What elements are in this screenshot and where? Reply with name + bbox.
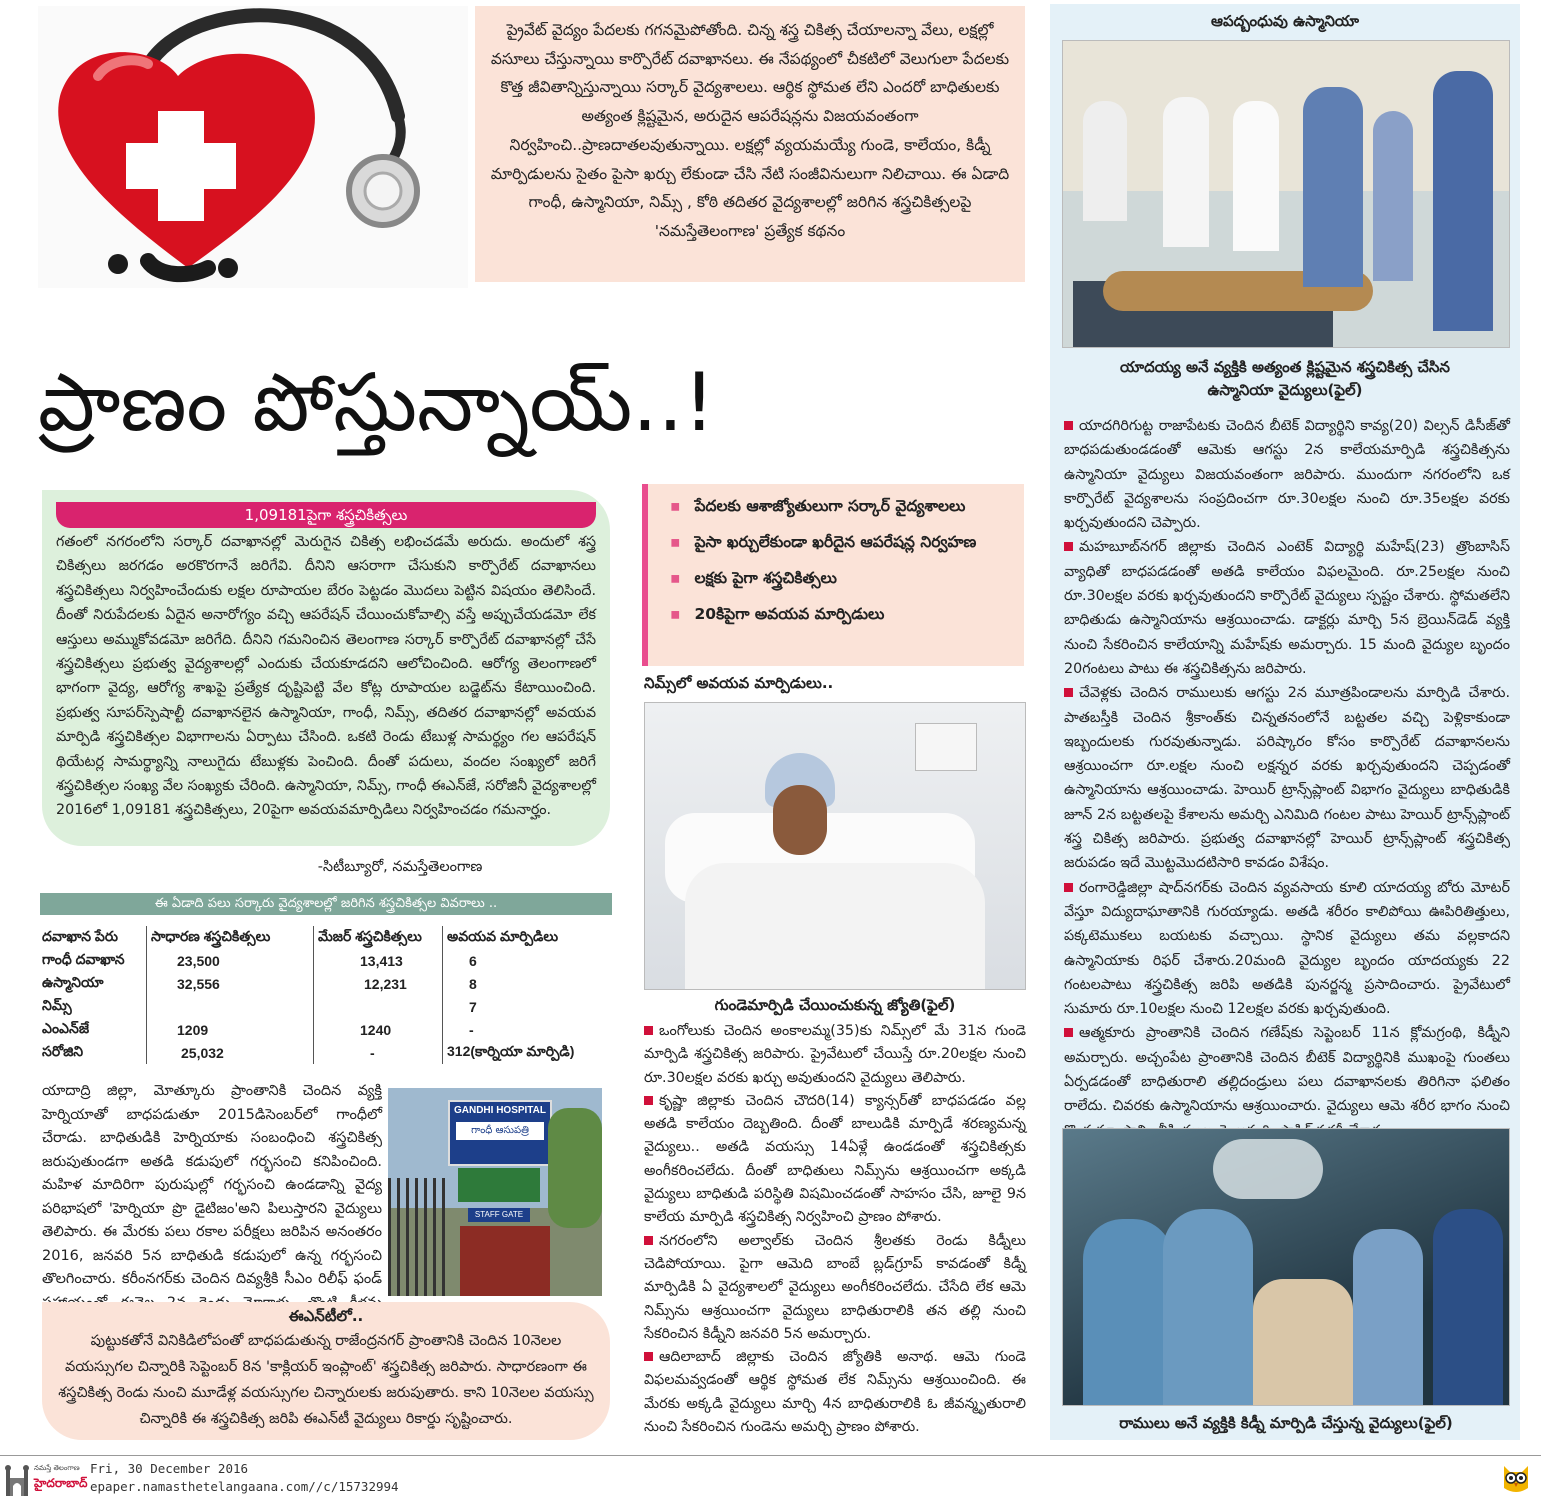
hero-image <box>38 6 468 288</box>
footer-url[interactable]: epaper.namasthetelangaana.com//c/15732994 <box>90 1479 399 1494</box>
gandhi-story <box>42 1080 382 1339</box>
surgery-table-title: ఈ ఏడాది పలు సర్కారు వైద్యశాలల్లో జరిగిన శస్త్రచికిత్సల వివరాలు .. <box>40 893 612 915</box>
osmania-item: చేవెళ్లకు చెందిన రాములుకు ఆగస్టు 2న మూత్రపిండాలను మార్పిడి చేశారు. పాతబస్తీకి చెందిన శ్రీకాంత్‌కు చిన్నతనంలోనే బట్టతల వచ్చి పెళ్లికాకుండా ఇబ్బందులకు గురవుతున్నాడు. పరిష్కారం కోసం కార్పొరేట్ దవాఖానలను ఆశ్రయించగా రూ.లక్షల నుంచి లక్షన్నర వరకు ఖర్చవుతుందని చెప్పడంతో ఉస్మానియాను ఆశ్రయించాడు. హెయిర్ ట్రాన్స్‌ప్లాంట్ విభాగం వైద్యులు బాధితుడికి జూన్ 2న బట్టతలపై కేశాలను అమర్చి ఎనిమిది గంటల పాటు హెయిర్ ట్రాన్స్‌ప్లాంట్ శస్త్ర చికిత్స జరిపారు. ప్రభుత్వ దవాఖానల్లో హెయిర్ ట్రాన్స్‌ప్లాంట్ శస్త్రచికిత్స జరుపడం ఇదే మొట్టమొదటిసారి కావడం విశేషం. <box>1064 685 1510 872</box>
nims-item: ఆదిలాబాద్ జిల్లాకు చెందిన జ్యోతికి అనాథ. ఆమె గుండె విఫలమవ్వడంతో ఆర్థిక స్థోమత లేక నిమ్స్‌ను ఆశ్రయించింది. ఈ మేరకు అక్కడి వైద్యులు మార్చి 4న బాధితురాలికి ఓ జీవన్మృతురాలి నుంచి సేకరించిన గుండెను అమర్చి ప్రాణం పోశారు. <box>644 1349 1026 1436</box>
table-cell: 32,556 <box>147 972 314 995</box>
footer-logo-top: నమస్తే తెలంగాణ <box>34 1464 80 1472</box>
table-cell: 25,032 <box>147 1041 314 1064</box>
osmania-item: మహబూబ్‌నగర్ జిల్లాకు చెందిన ఎంటెక్ విద్యార్థి మహేష్(23) త్రొంబాసిస్ వ్యాధితో బాధపడడంతో అతడి కాలేయం విఫలమైంది. రూ.25లక్షల నుంచి రూ.30లక్షల వరకు ఖర్చవుతుందని కార్పొరేట్ వైద్యులు స్పష్టం చేశారు. స్థోమతలేని బాధితుడు ఉస్మానియాను ఆశ్రయించాడు. డాక్టర్లు మార్చి 5న బ్రెయిన్‌డెడ్ వ్యక్తి నుంచి సేకరించిన కాలేయాన్ని మహేష్‌కు అమర్చారు. 15 మంది వైద్యుల బృందం 20గంటలు పాటు ఈ శస్త్రచికిత్సను జరిపారు. <box>1064 539 1510 677</box>
table-cell: నిమ్స్ <box>42 996 72 1013</box>
stats-body: గతంలో నగరంలోని సర్కార్ దవాఖానల్లో మెరుగైన చికిత్స లభించడమే అరుదు. అందులో శస్త్ర చికిత్సలు జరగడం అరకొరగానే జరిగేవి. దీనిని ఆసరాగా చేసుకుని కార్పొరేట్ దవాఖానలు శస్త్రచికిత్సలు నిర్వహించేందుకు లక్షల రూపాయల బేరం పెట్టడం మొదలు పెట్టిన విషయం తెలిసిందే. దీంతో నిరుపేదలకు ఏదైన అనారోగ్యం వచ్చి ఆపరేషన్ చేయించుకోవాల్సి వస్తే అప్పుచేయడమో లేక ఆస్తులు అమ్ముకోవడమో జరిగేది. దీనిని గమనించిన తెలంగాణ సర్కార్ కార్పొరేట్ దవాఖానల్లో చేసే శస్త్రచికిత్సలు ప్రభుత్వ వైద్యశాలల్లో ఎందుకు చేయకూడదని ఆలోచించింది. ఆరోగ్య తెలంగాణలో భాగంగా వైద్య, ఆరోగ్య శాఖపై ప్రత్యేక దృష్టిపెట్టి వేల కోట్ల రూపాయల బడ్జెట్‌ను కేటాయించింది. ప్రభుత్వ సూపర్‌స్పెషాల్టీ దవాఖానలైన ఉస్మానియా, గాంధీ, నిమ్స్, తదితర దవాఖానల్లో అవయవ మార్పిడి శస్త్రచికిత్సల విభాగాలను ఏర్పాటు చేసింది. ఒకటి రెండు టేబుళ్ల సామర్థ్యం గల ఆపరేషన్ థియేటర్ల సామర్థ్యాన్ని నాలుగైదు టేబుళ్లకు పెంచింది. దీంతో పదులు, వందల సంఖ్యలో జరిగే శస్త్రచికిత్సల సంఖ్య వేల సంఖ్యకు చేరింది. ఉస్మానియా, నిమ్స్, గాంధీ ఈఎన్‌జే, సరోజినీ వైద్యశాలల్లో 2016లో 1,09181 శస్త్రచికిత్సలు, 20పైగా అవయవమార్పిడిలు నిర్వహించడం గమనార్హం. <box>56 534 596 819</box>
nims-item: నగరంలోని అల్వాల్‌కు చెందిన శ్రీలతకు రెండు కిడ్నీలు చెడిపోయాయి. పైగా ఆమెది బాంబే బ్లడ్‌గ్రూప్ కావడంతో కిడ్నీ మార్పిడికి ఏ వైద్యశాలలో వైద్యులు అంగీకరించలేదు. చేసేది లేక ఆమె నిమ్స్‌ను ఆశ్రయించగా వైద్యులు బాధితురాలికి తన తల్లి నుంచి సేకరించిన కిడ్నీని జనవరి 5న అమర్చారు. <box>644 1232 1026 1342</box>
nims-item: కృష్ణా జిల్లాకు చెందిన చౌదరి(14) క్యాన్సర్‌తో బాధపడడం వల్ల అతడి కాలేయం దెబ్బతింది. దీంతో బాలుడికి మార్పిడే శరణ్యమన్న వైద్యులు.. అతడి వయస్సు 14ఏళ్లే ఉండడంతో శస్త్రచికిత్సకు అంగీకరించలేదు. దీంతో బాధితులు నిమ్స్‌ను ఆశ్రయించగా అక్కడి వైద్యులు బాధితుడి పరిస్థితి విషమించడంతో సాహసం చేసి, జూలై 9న కాలేయ మార్పిడి శస్త్రచికిత్స నిర్వహించి ప్రాణం పోశారు. <box>644 1092 1026 1226</box>
osmania-caption: యాదయ్య అనే వ్యక్తికి అత్యంత క్లిష్టమైన శస్త్రచికిత్స చేసిన ఉస్మానియా వైద్యులు(ఫైల్) <box>1120 358 1450 399</box>
table-header-cell: అవయవ మార్పిడిలు <box>443 926 613 949</box>
table-header-row <box>42 926 612 949</box>
surgery-table <box>42 926 612 1064</box>
ent-body: పుట్టుకతోనే వినికిడిలోపంతో బాధపడుతున్న రాజేంద్రనగర్ ప్రాంతానికి చెందిన 10నెలల వయస్సుగల చిన్నారికి సెప్టెంబర్ 8న 'కాక్లియర్ ఇంప్లాంట్' శస్త్రచికిత్స జరిపారు. సాధారణంగా ఈ శస్త్రచికిత్స రెండు నుంచి మూడేళ్ల వయస్సుగల చిన్నారులకు జరుపుతారు. కాని 10నెలల వయస్సు చిన్నారికి ఈ శస్త్రచికిత్స జరిపి ఈఎన్‌టీ వైద్యులు రికార్డు సృష్టించారు. <box>58 1333 594 1427</box>
table-cell: 23,500 <box>147 949 314 972</box>
footer-logo-main: హైదరాబాద్ <box>34 1476 88 1490</box>
footer-divider <box>0 1455 1541 1456</box>
kidney-caption: రాములు అనే వ్యక్తికి కిడ్నీ మార్పిడి చేస్తున్న వైద్యులు(ఫైల్) <box>1119 1414 1453 1432</box>
nims-title: నిమ్స్‌లో అవయవ మార్పిడులు.. <box>644 674 834 692</box>
nims-caption: గుండెమార్పిడి చేయించుకున్న జ్యోతి(ఫైల్) <box>714 996 956 1014</box>
gandhi-sign-telugu: గాంధీ ఆసుపత్రి <box>456 1122 544 1140</box>
nims-item: ఒంగోలుకు చెందిన అంకాలమ్మ(35)కు నిమ్స్‌లో మే 31న గుండె మార్పిడి శస్త్రచికిత్స జరిపారు. ప్రైవేటులో చేయిస్తే రూ.20లక్షల నుంచి రూ.30లక్షల వరకు ఖర్చు అవుతుందని వైద్యులు తెలిపారు. <box>644 1023 1026 1086</box>
intro-box <box>475 6 1025 282</box>
stats-title: 1,09181పైగా శస్త్రచికిత్సలు <box>56 502 596 528</box>
gandhi-sign-top: GANDHI HOSPITAL <box>453 1105 547 1116</box>
table-cell: 7 <box>443 995 613 1018</box>
osmania-photo <box>1062 40 1510 348</box>
highlights-box <box>642 484 1024 666</box>
osmania-items <box>1064 414 1510 1143</box>
table-header-cell: మేజర్ శస్త్రచికిత్సలు <box>314 926 443 949</box>
charminar-icon <box>4 1462 30 1496</box>
footer-date: Fri, 30 December 2016 <box>90 1461 249 1476</box>
highlight-item: ▪ పైసా ఖర్చులేకుండా ఖరీదైన ఆపరేషన్ల నిర్వహణ <box>670 533 977 551</box>
owl-icon <box>1500 1460 1532 1494</box>
table-row <box>42 972 612 995</box>
table-row <box>42 1041 612 1064</box>
table-header-cell: సాధారణ శస్త్రచికిత్సలు <box>147 926 314 949</box>
table-row <box>42 995 612 1018</box>
table-cell: 1240 <box>314 1018 443 1041</box>
table-cell <box>314 995 443 1018</box>
table-row <box>42 949 612 972</box>
stats-box <box>42 490 610 846</box>
table-header-cell: దవాఖాన పేరు <box>42 927 119 944</box>
nims-items <box>644 1020 1026 1439</box>
table-cell: ఎంఎన్‌జే <box>42 1019 90 1036</box>
byline: -సిటీబ్యూరో, నమస్తేతెలంగాణ <box>317 859 483 875</box>
table-row <box>42 1018 612 1041</box>
gandhi-gate-sign: STAFF GATE <box>468 1208 530 1222</box>
headline: ప్రాణం పోస్తున్నాయ్..! <box>38 356 716 449</box>
gandhi-story-text: యాదాద్రి జిల్లా, మోత్కూరు ప్రాంతానికి చెందిన వ్యక్తి హెర్నియాతో బాధపడుతూ 2015డిసెంబర్‌లో గాంధీలో చేరాడు. బాధితుడికి హెర్నియాకు సంబంధించి శస్త్రచికిత్స జరుపుతుండగా అతడి కడుపులో గర్భసంచి కనిపించింది. మహిళ మాదిరిగా పురుషుల్లో గర్భసంచి ఉండడాన్ని వైద్య పరిభాషలో 'హెర్నియా ప్రొ డైటిజం'అని పిలుస్తారని వైద్యులు తెలిపారు. ఈ మేరకు పలు రకాల పరీక్షలు జరిపిన అనంతరం 2016, జనవరి 5న బాధితుడి కడుపులో ఉన్న గర్భసంచి తొలగించారు. కరీంనగర్‌కు చెందిన దివ్యశ్రీకి సీఎం రిలీఫ్ ఫండ్ <box>42 1083 382 1287</box>
osmania-item: ఆత్మకూరు ప్రాంతానికి చెందిన గణేష్‌కు సెప్టెంబర్ 11న క్లోమగ్రంథి, కిడ్నీని అమర్చారు. అచ్చంపేట ప్రాంతానికి చెందిన బీటెక్ విద్యార్థినికి ముఖంపై గుంతలు ఏర్పడడంతో బాధితురాలి తల్లిదండ్రులు పలు దవాఖానలకు తిరిగినా ఫలితం రాలేదు. చివరకు ఉస్మానియాను ఆశ్రయించారు. వైద్యులు ఆమె శరీర భాగం నుంచి <box>1064 1025 1510 1115</box>
table-cell: సరోజిని <box>42 1042 84 1059</box>
ent-box <box>42 1302 610 1440</box>
gandhi-photo <box>388 1088 602 1296</box>
heart-stethoscope-illustration <box>38 6 468 288</box>
table-cell: 8 <box>443 972 613 995</box>
table-cell: - <box>314 1041 443 1064</box>
intro-text: ప్రైవేట్ వైద్యం పేదలకు గగనమైపోతోంది. చిన్న శస్త్ర చికిత్స చేయాలన్నా వేలు, లక్షల్లో వసూలు చేస్తున్నాయి కార్పొరేట్ దవాఖానలు. ఈ నేపథ్యంలో చీకటిలో వెలుగులా పేదలకు కొత్త జీవితాన్నిస్తున్నాయి సర్కార్ వైద్యశాలలు. ఆర్థిక స్థోమత లేని ఎందరో బాధితులకు అత్యంత క్లిష్టమైన, అరుదైన ఆపరేషన్లను విజయవంతంగా నిర్వహించి..ప్రాణదాతలవుతున్నాయి. లక్షల్లో వ్యయమయ్యే గుండె, కాలేయం, కిడ్నీ మార్పిడులను సైతం పైసా ఖర్చు లేకుండా చేసి నేటి సంజీవినులుగా నిలిచాయి. ఈ ఏడాది గాంధీ, ఉస్మానియా, నిమ్స్ , కోఠి తదితర వైద్యశాలల్లో జరిగిన శస్త్రచికిత్సలపై 'నమస్తేతెలంగాణ' ప్రత్యేక కథనం <box>490 21 1010 240</box>
highlight-item: ▪ లక్షకు పైగా శస్త్రచికిత్సలు <box>670 569 837 587</box>
table-cell: 13,413 <box>314 949 443 972</box>
table-cell: 312(కార్నియా మార్పిడి) <box>443 1041 613 1064</box>
nims-photo <box>644 702 1026 990</box>
table-cell: 1209 <box>147 1018 314 1041</box>
table-cell <box>147 995 314 1018</box>
highlight-item: ▪ పేదలకు ఆశాజ్యోతులుగా సర్కార్ వైద్యశాలలు <box>670 497 966 515</box>
osmania-item: యాదగిరిగుట్ట రాజాపేటకు చెందిన బీటెక్ విద్యార్థిని కావ్య(20) విల్సన్ డిసీజ్‌తో బాధపడుతుండడంతో ఆమెకు ఆగస్టు 2న కాలేయమార్పిడి శస్త్రచికిత్సను ఉస్మానియా వైద్యులు విజయవంతంగా జరిపారు. ముందుగా నగరంలోని ఒక కార్పొరేట్ వైద్యశాలను సంప్రదించగా రూ.30లక్షల నుంచి రూ.35లక్షల వరకు ఖర్చవుతుందని చెప్పారు. <box>1064 418 1510 532</box>
ent-title: ఈఎన్‌టీలో.. <box>288 1307 364 1325</box>
kidney-surgery-photo <box>1062 1128 1510 1406</box>
table-cell: - <box>443 1018 613 1041</box>
table-cell: గాంధీ దవాఖాన <box>42 950 125 967</box>
table-cell: 6 <box>443 949 613 972</box>
table-cell: 12,231 <box>314 972 443 995</box>
highlight-item: ▪ 20కిపైగా అవయవ మార్పిడులు <box>670 605 885 623</box>
osmania-item: రంగారెడ్డిజిల్లా షాద్‌నగర్‌కు చెందిన వ్యవసాయ కూలి యాదయ్య బోరు మోటర్ వేస్తూ విద్యుదాఘాతానికి గురయ్యాడు. అతడి శరీరం కాలిపోయి ఊపిరితిత్తులు, పక్కటెముకలు బయటకు వచ్చాయి. స్థానిక వైద్యులు తమ వల్లకాదని ఉస్మానియాకు రిఫర్ చేశారు.20మంది వైద్యుల బృందం యాదయ్యకు 22 గంటలపాటు శస్త్రచికిత్స జరిపి అతడికి పునర్జన్మ ప్రసాదించారు. ప్రైవేటులో సుమారు రూ.10లక్షల నుంచి 12లక్షల వరకు ఖర్చవుతుంది. <box>1064 879 1510 1018</box>
table-cell: ఉస్మానియా <box>42 973 104 990</box>
osmania-title: ఆపద్బంధువు ఉస్మానియా <box>1211 12 1359 30</box>
footer-logo <box>4 1462 88 1496</box>
